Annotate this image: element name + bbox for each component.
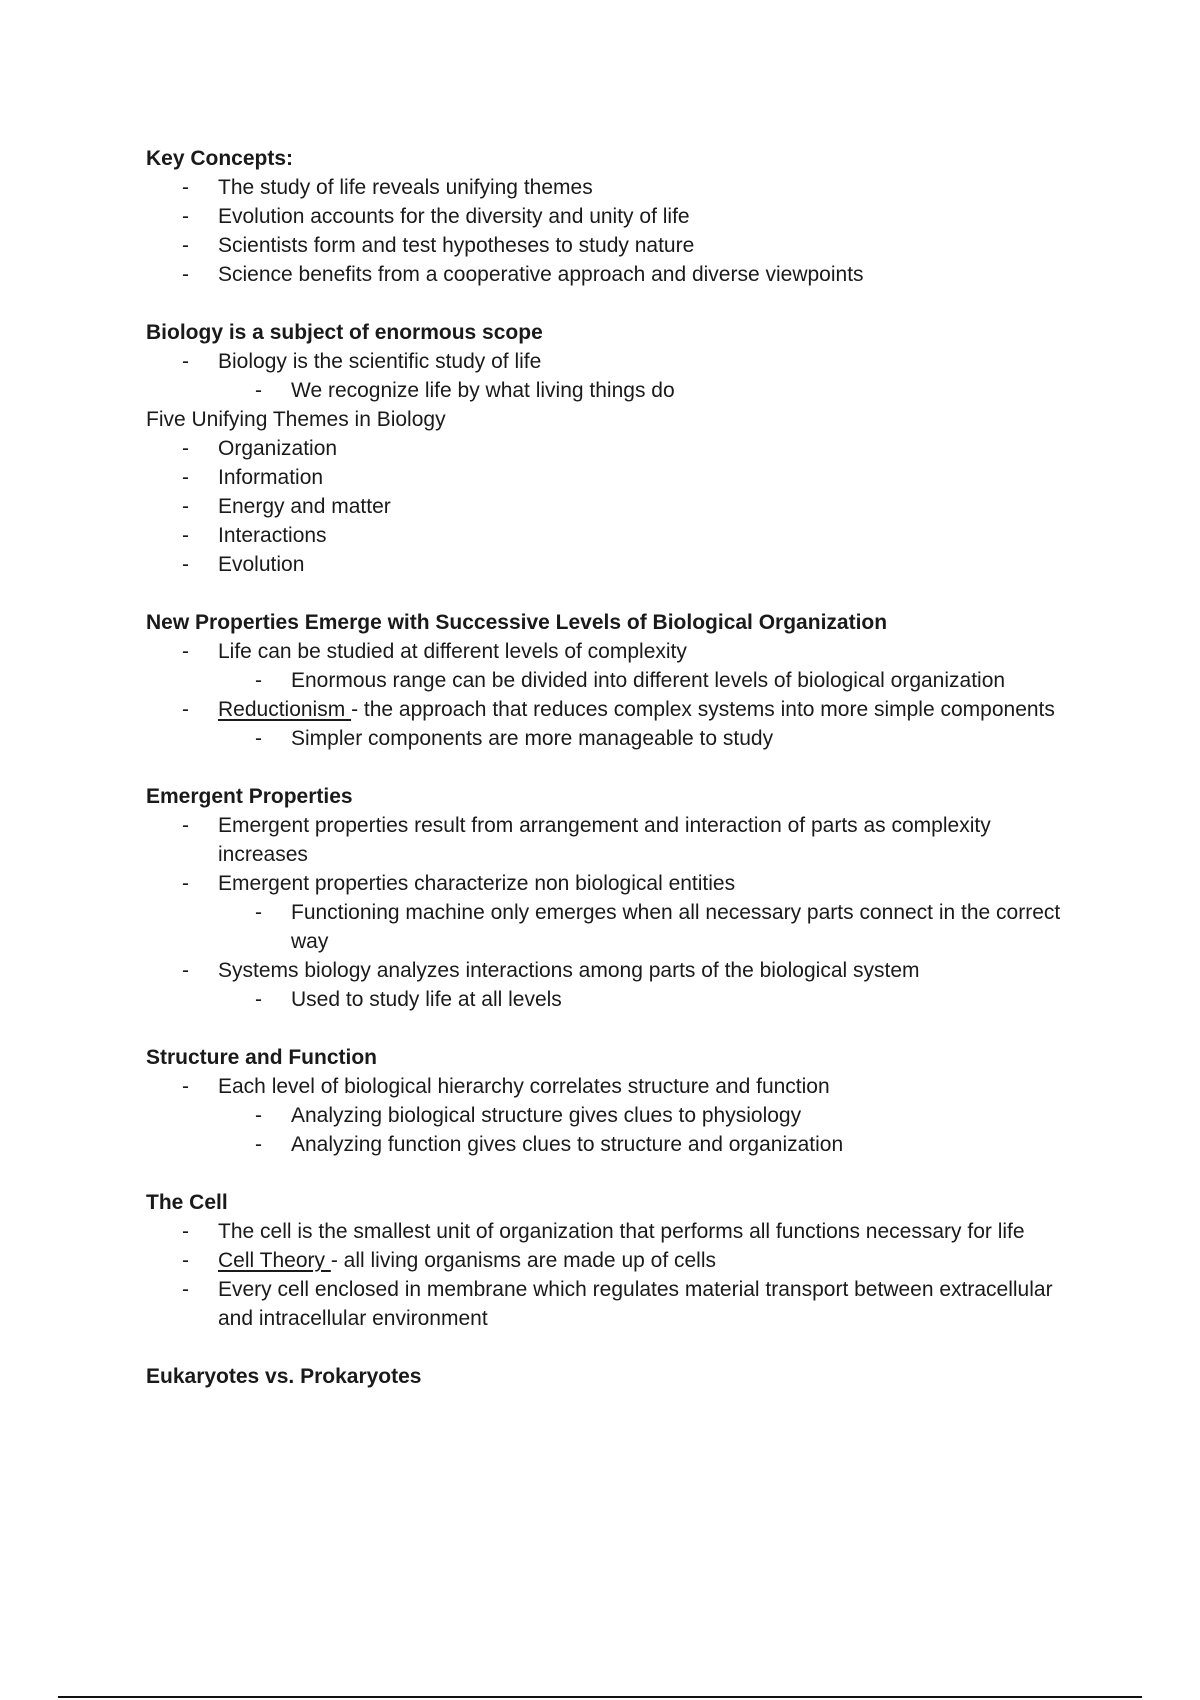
sub-list-item	[146, 1101, 1086, 1130]
section-heading: Biology is a subject of enormous scope	[146, 321, 543, 344]
list-item-text: The cell is the smallest unit of organization that performs all functions necessary for life	[218, 1220, 1025, 1243]
list-item-text: Each level of biological hierarchy correlates structure and function	[218, 1075, 830, 1098]
bullet-dash: -	[182, 698, 189, 721]
bullet-dash: -	[182, 466, 189, 489]
bullet-dash: -	[255, 988, 262, 1011]
bullet-dash: -	[182, 872, 189, 895]
bullet-dash: -	[255, 1133, 262, 1156]
list-item	[146, 463, 1086, 492]
bullet-dash: -	[182, 814, 189, 837]
list-item	[146, 550, 1086, 579]
bullet-dash: -	[182, 205, 189, 228]
list-item	[146, 1072, 1086, 1101]
page-bottom-rule	[58, 1696, 1142, 1698]
sub-list-item	[146, 724, 1086, 753]
list-item-text: Scientists form and test hypotheses to study nature	[218, 234, 695, 257]
list-item-text: Used to study life at all levels	[291, 988, 562, 1011]
list-item-text: Information	[218, 466, 324, 489]
section-heading: Emergent Properties	[146, 785, 353, 808]
section-structure-function	[146, 1043, 1086, 1159]
bullet-dash: -	[182, 959, 189, 982]
list-item-text: Functioning machine only emerges when all necessary parts connect in the correct way	[291, 901, 1061, 953]
bullet-dash: -	[182, 1249, 189, 1272]
subsection-title: Five Unifying Themes in Biology	[146, 408, 446, 431]
bullet-dash: -	[182, 437, 189, 460]
bullet-dash: -	[182, 495, 189, 518]
list-item-text: Systems biology analyzes interactions among parts of the biological system	[218, 959, 920, 982]
list-item-text: Analyzing function gives clues to structure and organization	[291, 1133, 844, 1156]
bullet-dash: -	[255, 669, 262, 692]
list-item	[146, 347, 1086, 376]
section-heading: The Cell	[146, 1191, 228, 1214]
bullet-list	[146, 1072, 1086, 1159]
sub-list-item	[146, 898, 1086, 956]
sub-list-item	[146, 1130, 1086, 1159]
term-reductionism: Reductionism	[218, 698, 352, 721]
bullet-dash: -	[255, 901, 262, 924]
sub-list-item	[146, 376, 1086, 405]
list-item-text: Every cell enclosed in membrane which regulates material transport between extracellular and intracellular environment	[218, 1278, 1053, 1330]
bullet-list	[146, 1217, 1086, 1333]
section-levels-of-organization	[146, 608, 1086, 753]
section-key-concepts	[146, 144, 1086, 289]
bullet-list	[146, 811, 1086, 1014]
list-item	[146, 202, 1086, 231]
list-item-text: Analyzing biological structure gives clues to physiology	[291, 1104, 802, 1127]
list-item	[146, 811, 1086, 869]
list-item	[146, 695, 1086, 724]
bullet-dash: -	[182, 263, 189, 286]
list-item	[146, 1217, 1086, 1246]
bullet-dash: -	[182, 350, 189, 373]
bullet-dash: -	[255, 1104, 262, 1127]
bullet-dash: -	[182, 1278, 189, 1301]
list-item-text: Science benefits from a cooperative approach and diverse viewpoints	[218, 263, 864, 286]
list-item	[146, 173, 1086, 202]
list-item	[146, 260, 1086, 289]
section-heading: Structure and Function	[146, 1046, 377, 1069]
list-item-text: Emergent properties result from arrangement and interaction of parts as complexity increases	[218, 814, 991, 866]
list-item-text: Evolution	[218, 553, 305, 576]
bullet-dash: -	[182, 1075, 189, 1098]
bullet-dash: -	[182, 524, 189, 547]
sub-list-item	[146, 666, 1086, 695]
list-item	[146, 869, 1086, 898]
section-emergent-properties	[146, 782, 1086, 1014]
list-item-text: Interactions	[218, 524, 327, 547]
section-heading: New Properties Emerge with Successive Levels of Biological Organization	[146, 611, 888, 634]
term-cell-theory: Cell Theory	[218, 1249, 331, 1272]
list-item	[146, 1246, 1086, 1275]
list-item	[146, 956, 1086, 985]
list-item	[146, 1275, 1086, 1333]
list-item-text: Enormous range can be divided into different levels of biological organization	[291, 669, 1006, 692]
section-heading: Key Concepts:	[146, 147, 294, 170]
list-item	[146, 492, 1086, 521]
section-the-cell	[146, 1188, 1086, 1333]
themes-list	[146, 434, 1086, 579]
section-heading: Eukaryotes vs. Prokaryotes	[146, 1365, 422, 1388]
bullet-dash: -	[255, 379, 262, 402]
section-eukaryotes-prokaryotes	[146, 1362, 1086, 1391]
list-item-text: The study of life reveals unifying themes	[218, 176, 593, 199]
bullet-list	[146, 347, 1086, 405]
list-item-text: Organization	[218, 437, 338, 460]
list-item-text: We recognize life by what living things do	[291, 379, 675, 402]
bullet-dash: -	[182, 234, 189, 257]
bullet-list	[146, 637, 1086, 753]
bullet-dash: -	[255, 727, 262, 750]
list-item-text: Simpler components are more manageable to study	[291, 727, 774, 750]
bullet-dash: -	[182, 553, 189, 576]
list-item-text: Emergent properties characterize non biological entities	[218, 872, 736, 895]
list-item-text: Energy and matter	[218, 495, 391, 518]
bullet-dash: -	[182, 640, 189, 663]
sub-list-item	[146, 985, 1086, 1014]
bullet-dash: -	[182, 1220, 189, 1243]
section-biology-scope	[146, 318, 1086, 579]
list-item-text: Biology is the scientific study of life	[218, 350, 542, 373]
list-item-text: - all living organisms are made up of cells	[330, 1249, 716, 1272]
list-item	[146, 231, 1086, 260]
list-item	[146, 434, 1086, 463]
bullet-list	[146, 173, 1086, 289]
list-item	[146, 637, 1086, 666]
bullet-dash: -	[182, 176, 189, 199]
list-item-text: - the approach that reduces complex systems into more simple components	[351, 698, 1055, 721]
list-item-text: Life can be studied at different levels of complexity	[218, 640, 687, 663]
list-item	[146, 521, 1086, 550]
list-item-text: Evolution accounts for the diversity and unity of life	[218, 205, 690, 228]
document-page	[146, 144, 1086, 1391]
